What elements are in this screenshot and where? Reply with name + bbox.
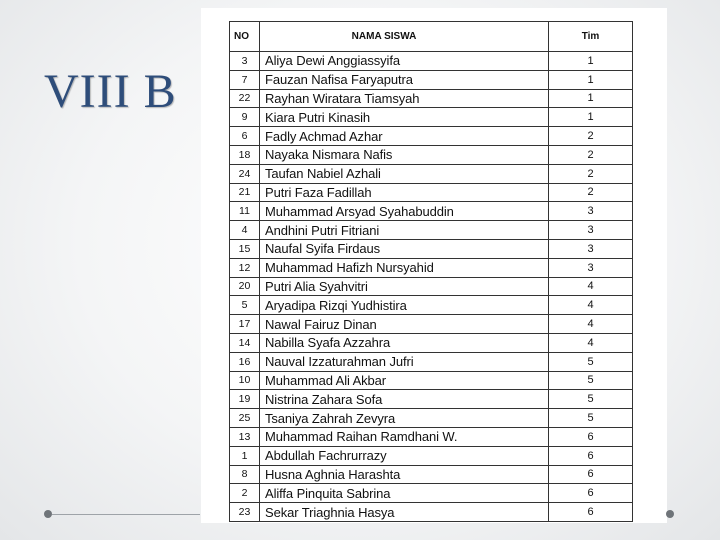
cell-no: 6 [230,127,260,146]
cell-no: 14 [230,333,260,352]
cell-name: Aliffa Pinquita Sabrina [260,484,549,503]
cell-tim: 6 [549,503,633,522]
cell-no: 21 [230,183,260,202]
cell-tim: 4 [549,333,633,352]
table-row [230,183,633,202]
cell-name: Putri Faza Fadillah [260,183,549,202]
cell-name: Putri Alia Syahvitri [260,277,549,296]
cell-name: Nabilla Syafa Azzahra [260,333,549,352]
table-row [230,390,633,409]
table-row [230,409,633,428]
cell-no: 15 [230,239,260,258]
cell-name: Muhammad Ali Akbar [260,371,549,390]
cell-tim: 5 [549,409,633,428]
table-header-row [230,22,633,52]
cell-tim: 1 [549,89,633,108]
cell-no: 16 [230,352,260,371]
cell-name: Husna Aghnia Harashta [260,465,549,484]
table-row [230,202,633,221]
cell-name: Rayhan Wiratara Tiamsyah [260,89,549,108]
cell-name: Aliya Dewi Anggiassyifa [260,52,549,71]
table-row [230,296,633,315]
cell-no: 22 [230,89,260,108]
cell-no: 20 [230,277,260,296]
table-row [230,315,633,334]
header-tim: Tim [549,22,633,52]
table-row [230,221,633,240]
table-row [230,465,633,484]
cell-no: 1 [230,446,260,465]
cell-tim: 2 [549,145,633,164]
footer-line-left [52,514,200,515]
cell-name: Nauval Izzaturahman Jufri [260,352,549,371]
cell-no: 12 [230,258,260,277]
cell-tim: 3 [549,258,633,277]
cell-tim: 3 [549,221,633,240]
footer-dot-right [666,510,674,518]
cell-name: Andhini Putri Fitriani [260,221,549,240]
roster-document [201,8,667,523]
cell-name: Tsaniya Zahrah Zevyra [260,409,549,428]
cell-tim: 2 [549,164,633,183]
cell-tim: 5 [549,390,633,409]
table-row [230,108,633,127]
cell-name: Nistrina Zahara Sofa [260,390,549,409]
table-row [230,127,633,146]
cell-tim: 6 [549,427,633,446]
cell-no: 18 [230,145,260,164]
cell-tim: 4 [549,277,633,296]
table-row [230,70,633,89]
cell-tim: 3 [549,202,633,221]
cell-tim: 2 [549,127,633,146]
cell-no: 5 [230,296,260,315]
cell-name: Taufan Nabiel Azhali [260,164,549,183]
cell-no: 17 [230,315,260,334]
cell-no: 11 [230,202,260,221]
header-no: NO [230,22,260,52]
cell-name: Kiara Putri Kinasih [260,108,549,127]
table-row [230,277,633,296]
cell-no: 13 [230,427,260,446]
cell-tim: 4 [549,315,633,334]
cell-name: Sekar Triaghnia Hasya [260,503,549,522]
cell-no: 4 [230,221,260,240]
cell-no: 19 [230,390,260,409]
footer-dot-left [44,510,52,518]
cell-tim: 6 [549,465,633,484]
cell-name: Muhammad Hafizh Nursyahid [260,258,549,277]
table-row [230,145,633,164]
slide-title: VIII B [44,65,177,118]
table-row [230,239,633,258]
cell-name: Nayaka Nismara Nafis [260,145,549,164]
student-team-table [229,21,633,522]
cell-tim: 1 [549,52,633,71]
cell-no: 8 [230,465,260,484]
table-row [230,52,633,71]
header-name: NAMA SISWA [260,22,549,52]
table-row [230,258,633,277]
table-row [230,446,633,465]
cell-tim: 2 [549,183,633,202]
table-row [230,371,633,390]
cell-tim: 5 [549,352,633,371]
cell-name: Naufal Syifa Firdaus [260,239,549,258]
cell-tim: 6 [549,484,633,503]
cell-no: 23 [230,503,260,522]
table-row [230,503,633,522]
cell-no: 7 [230,70,260,89]
table-row [230,352,633,371]
cell-no: 3 [230,52,260,71]
table-row [230,333,633,352]
table-row [230,89,633,108]
table-body [230,52,633,522]
cell-no: 24 [230,164,260,183]
cell-tim: 4 [549,296,633,315]
cell-name: Muhammad Arsyad Syahabuddin [260,202,549,221]
cell-name: Fauzan Nafisa Faryaputra [260,70,549,89]
cell-no: 10 [230,371,260,390]
cell-no: 2 [230,484,260,503]
cell-tim: 1 [549,70,633,89]
cell-name: Nawal Fairuz Dinan [260,315,549,334]
table-row [230,427,633,446]
cell-name: Abdullah Fachrurrazy [260,446,549,465]
cell-tim: 1 [549,108,633,127]
cell-tim: 3 [549,239,633,258]
cell-no: 9 [230,108,260,127]
cell-tim: 5 [549,371,633,390]
table-row [230,484,633,503]
cell-name: Muhammad Raihan Ramdhani W. [260,427,549,446]
cell-no: 25 [230,409,260,428]
cell-name: Aryadipa Rizqi Yudhistira [260,296,549,315]
table-row [230,164,633,183]
cell-name: Fadly Achmad Azhar [260,127,549,146]
cell-tim: 6 [549,446,633,465]
